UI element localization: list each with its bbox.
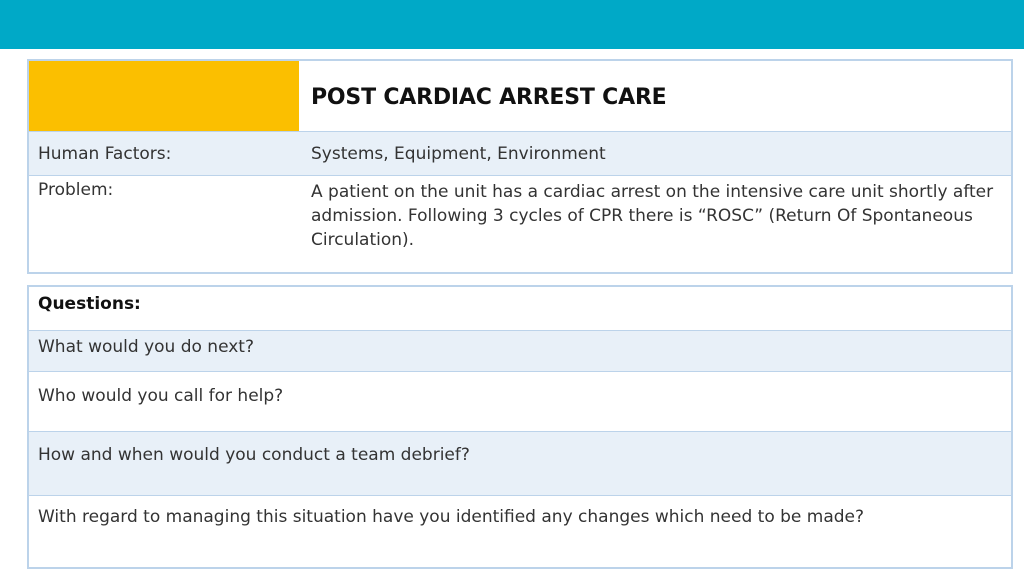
problem-label: Problem: — [38, 180, 114, 200]
question-text: How and when would you conduct a team debrief? — [38, 445, 470, 465]
header-bar — [0, 0, 1024, 49]
title-row — [29, 61, 1011, 132]
question-text: With regard to managing this situation have you identified any changes which need to be made? — [38, 507, 865, 527]
question-row — [29, 432, 1011, 496]
problem-row — [29, 176, 1011, 272]
question-row — [29, 331, 1011, 372]
human-factors-value: Systems, Equipment, Environment — [311, 144, 606, 164]
human-factors-label: Human Factors: — [38, 144, 172, 164]
questions-header-row — [29, 287, 1011, 331]
scenario-table — [27, 59, 1013, 274]
questions-heading: Questions: — [38, 294, 141, 314]
question-text: What would you do next? — [38, 337, 254, 357]
question-row — [29, 372, 1011, 432]
page-title: POST CARDIAC ARREST CARE — [311, 85, 667, 110]
human-factors-row — [29, 132, 1011, 176]
question-row — [29, 496, 1011, 567]
questions-table — [27, 285, 1013, 569]
question-text: Who would you call for help? — [38, 386, 284, 406]
problem-value: A patient on the unit has a cardiac arrest on the intensive care unit shortly after admission. Following 3 cycles of CPR there is “ROSC” (Return Of Spontaneous Circulation). — [311, 182, 994, 250]
accent-cell — [29, 61, 299, 131]
